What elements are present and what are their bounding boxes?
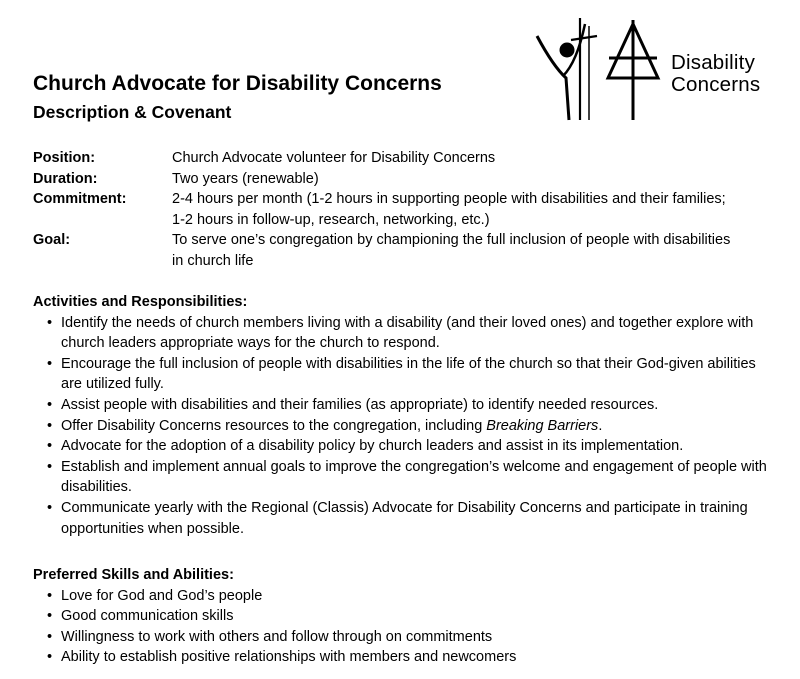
- info-label: Position:: [33, 150, 96, 166]
- info-label: Duration:: [33, 170, 98, 187]
- info-row-commitment: [33, 189, 773, 230]
- skills-heading: Preferred Skills and Abilities:: [33, 567, 234, 583]
- activities-list: [33, 313, 773, 540]
- page-subtitle: Description & Covenant: [33, 102, 232, 122]
- position-info: [33, 148, 773, 272]
- list-item-end: .: [598, 417, 603, 434]
- resource-title: Breaking Barriers: [486, 417, 599, 434]
- list-item: • Assist people with disabilities and their families (as appropriate) to identify needed resources.: [33, 395, 773, 416]
- info-label: Commitment:: [33, 191, 127, 208]
- info-value: Two years (renewable): [172, 170, 319, 187]
- skills-list: [33, 586, 773, 668]
- info-value: Church Advocate volunteer for Disability Concerns: [172, 150, 496, 166]
- info-row-goal: [33, 230, 773, 271]
- info-value: To serve one’s congregation by championing the full inclusion of people with disabilities in church life: [172, 232, 731, 269]
- info-row-position: [33, 148, 773, 169]
- logo-line2: Concerns: [671, 73, 761, 96]
- skills-section: [33, 565, 773, 668]
- list-item: • Encourage the full inclusion of people with disabilities in the life of the church so that their God-given abilities are utilized fully.: [33, 354, 773, 395]
- disability-concerns-logo: [533, 16, 783, 126]
- logo-line1: Disability: [671, 51, 756, 74]
- logo-wordmark: [671, 52, 760, 96]
- info-value: 2-4 hours per month (1-2 hours in supporting people with disabilities and their families; 1-2 hours in follow-up, research, networking, etc.): [172, 191, 726, 228]
- activities-heading: Activities and Responsibilities:: [33, 294, 248, 310]
- list-item: • Communicate yearly with the Regional (Classis) Advocate for Disability Concerns and participate in training opportunities when possible.: [33, 498, 773, 539]
- activities-section: [33, 292, 773, 539]
- logo-mark-icon: [533, 16, 663, 126]
- list-item: • Establish and implement annual goals to improve the congregation’s welcome and engagement of people with disabilities.: [33, 457, 773, 498]
- info-row-duration: [33, 169, 773, 190]
- list-item: • Identify the needs of church members living with a disability (and their loved ones) and together explore with church leaders appropriate ways for the church to respond.: [33, 313, 773, 354]
- info-label: Goal:: [33, 232, 71, 249]
- list-item: • Good communication skills: [33, 606, 773, 627]
- list-item: • Love for God and God’s people: [33, 586, 773, 607]
- list-item: • Advocate for the adoption of a disability policy by church leaders and assist in its implementation.: [33, 436, 773, 457]
- list-item: • Willingness to work with others and follow through on commitments: [33, 627, 773, 648]
- list-item: • Ability to establish positive relationships with members and newcomers: [33, 647, 773, 668]
- list-item: [33, 416, 773, 437]
- page-title: Church Advocate for Disability Concerns: [33, 72, 442, 95]
- list-item-text: Offer Disability Concerns resources to the congregation, including: [61, 417, 487, 434]
